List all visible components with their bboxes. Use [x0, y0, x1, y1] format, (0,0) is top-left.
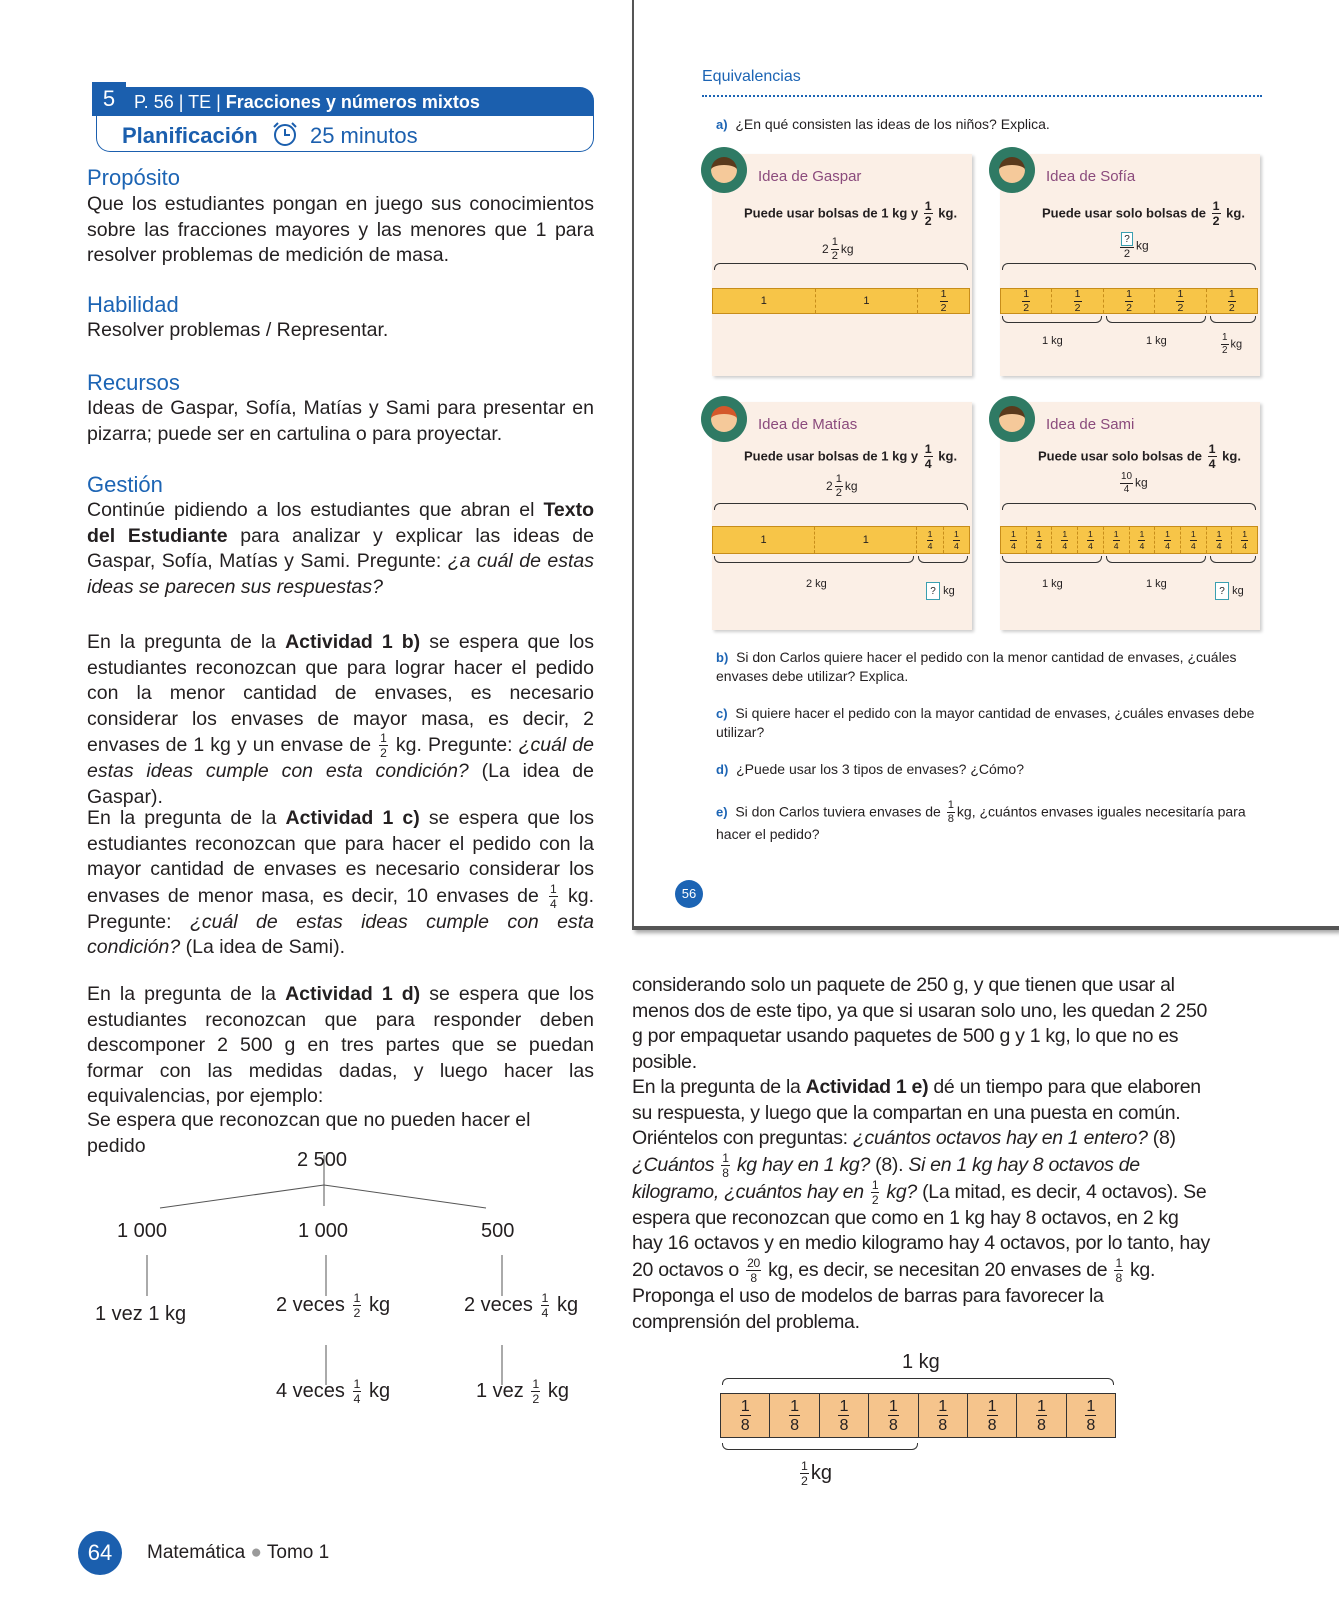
- question-text: Si quiere hacer el pedido con la mayor cantidad de envases, ¿cuáles envases debe utilizar?: [716, 705, 1255, 740]
- bar-segment-eighth: $\frac{1}{8}$: [1086, 1396, 1096, 1434]
- section-divider: [702, 95, 1262, 97]
- bar-sami: [1000, 526, 1258, 554]
- text-run-italic: kg hay en 1 kg?: [736, 1153, 871, 1176]
- question-letter: d): [716, 762, 729, 777]
- tree-node-3: 500: [481, 1220, 515, 1242]
- fraction-one-half: $\frac{1}{2}$: [380, 731, 387, 761]
- brace-label-unknown: ? kg: [1215, 582, 1244, 600]
- bar-segment: 1: [815, 527, 917, 553]
- brace: [1002, 556, 1102, 563]
- text-run: dé un tiempo para que elaboren su respuesta, y luego que la compartan en una puesta en común. Oriéntelos con preguntas:: [632, 1076, 1201, 1149]
- bar-sofia: [1000, 288, 1258, 314]
- brace: [1210, 316, 1256, 323]
- text-run: kg.: [938, 448, 958, 464]
- bar-model-top-label: 1 kg: [902, 1351, 940, 1373]
- gestion-title: Gestión: [87, 472, 163, 497]
- volume: Tomo 1: [266, 1542, 330, 1563]
- text-run-bold: Actividad 1 b): [285, 631, 421, 653]
- brace-label-unknown: ? kg: [926, 582, 955, 600]
- fraction-one-eighth: $\frac{1}{8}$: [1115, 1255, 1122, 1285]
- text-run: 4 veces: [276, 1380, 345, 1403]
- card-text: [1038, 443, 1241, 471]
- text-run: kg. Proponga el uso de modelos de barras para favorecer la comprensión del problema.: [632, 1258, 1156, 1333]
- bar-model-bottom-label: [798, 1460, 832, 1488]
- avatar-sami: [989, 396, 1035, 442]
- bar-segment-quarter: $\frac{1}{4}$: [1207, 527, 1233, 553]
- text-run-italic: ¿cuál de estas ideas cumple con esta condición?: [87, 733, 594, 783]
- planning-label: Planificación: [122, 123, 258, 148]
- text-run: kg: [368, 1380, 391, 1403]
- top-brace: [1002, 263, 1256, 270]
- bar-model-bottom-brace: [722, 1443, 918, 1450]
- card-text: [744, 443, 957, 471]
- text-run: (8).: [870, 1153, 909, 1176]
- right-paragraph-2: [632, 1075, 1210, 1335]
- bar-segment: 1: [713, 289, 816, 313]
- bar-segment-quarter: $\frac{1}{4}$: [1078, 527, 1104, 553]
- bar-segment-quarter: $\frac{1}{4}$: [1155, 527, 1181, 553]
- question-text: Si don Carlos tuviera envases de: [735, 803, 941, 820]
- student-page-number: 56: [675, 880, 703, 908]
- brace: [1002, 316, 1102, 323]
- bar-segment-quarter: $\frac{1}{4}$: [1130, 527, 1156, 553]
- question-text: ¿En qué consisten las ideas de los niños? Explica.: [735, 116, 1050, 132]
- question-c: [716, 704, 1260, 741]
- text-run: Puede usar solo bolsas de: [1038, 448, 1202, 464]
- fraction-one-half: $\frac{1}{2}$: [1212, 199, 1220, 229]
- bar-matias: [712, 526, 970, 554]
- brace-label: 2 kg: [806, 578, 827, 590]
- bar-segment: 1: [816, 289, 919, 313]
- text-run: (8): [1147, 1127, 1176, 1149]
- total-mass: 2 $\frac{1}{2}$ kg: [826, 473, 858, 500]
- text-run: para analizar y explicar las ideas de Gaspar, Sofía, Matías y Sami. Pregunte:: [87, 524, 594, 572]
- bullet-icon: ●: [250, 1542, 262, 1563]
- bar-segment: 1: [713, 527, 815, 553]
- bar-segment: $\frac{1}{2}$: [1052, 289, 1103, 313]
- text-run: kg: [810, 1462, 833, 1485]
- text-run: Continúe pidiendo a los estudiantes que abran el: [87, 499, 544, 521]
- card-title: Idea de Matías: [758, 416, 858, 433]
- bar-segment: $\frac{1}{2}$: [1001, 289, 1052, 313]
- right-paragraph-1: considerando solo un paquete de 250 g, y que tienen que usar al menos dos de este tipo, ya que si usaran solo uno, les quedan 2 250 g por empaquetar usando paquetes de 500 g y 1 kg, lo que no es posible.: [632, 974, 1208, 1073]
- tree-diagram-lines: [0, 0, 632, 1420]
- bar-segment: $\frac{1}{2}$: [1104, 289, 1155, 313]
- answer-box[interactable]: ?: [1215, 582, 1229, 600]
- top-brace: [714, 263, 968, 270]
- text-run: kg.: [1226, 205, 1245, 221]
- card-text: [1042, 200, 1245, 228]
- text-run: En la pregunta de la: [87, 807, 286, 829]
- tree-leaf-4: [276, 1378, 390, 1406]
- question-text: Si don Carlos quiere hacer el pedido con la menor cantidad de envases, ¿cuáles envases debe utilizar? Explica.: [716, 649, 1237, 684]
- brace-label: 1 kg: [1042, 335, 1063, 347]
- brace-label: 1 kg: [1146, 335, 1167, 347]
- habilidad-text: Resolver problemas / Representar.: [87, 319, 389, 341]
- question-a: [716, 116, 1050, 132]
- bar-segment-eighth: $\frac{1}{8}$: [1017, 1394, 1066, 1437]
- proposito-title: Propósito: [87, 165, 180, 190]
- recursos-text: Ideas de Gaspar, Sofía, Matías y Sami para presentar en pizarra; puede ser en cartulina o para proyectar.: [87, 397, 594, 445]
- text-run-italic: ¿a cuál de estas ideas se parecen sus respuestas?: [87, 550, 594, 598]
- fraction-one-quarter: $\frac{1}{4}$: [353, 1377, 361, 1407]
- card-title: Idea de Sami: [1046, 416, 1135, 433]
- brace: [1106, 316, 1206, 323]
- text-run: (La mitad, es decir, 4 octavos). Se espera que reconozcan que como en 1 kg hay 8 octavos, en 2 kg hay 16 octavos y en medio kilogramo hay 4 octavos, por lo tanto, hay 20 octavos o: [632, 1180, 1210, 1281]
- text-run: se espera que los estudiantes reconozcan que para responder deben descomponer 2 500 g en tres partes que se puedan formar con las medidas dadas, y luego hacer las equivalencias, por ejemplo:: [87, 983, 594, 1107]
- te-label: TE: [188, 92, 212, 112]
- fraction-one-half: $\frac{1}{2}$: [353, 1291, 361, 1321]
- bar-segment-quarter: $\frac{1}{4}$: [1001, 527, 1027, 553]
- question-d: [716, 761, 1260, 777]
- brace: [918, 556, 968, 563]
- question-letter: b): [716, 650, 729, 665]
- fraction-twenty-eighths: $\frac{20}{8}$: [747, 1255, 760, 1285]
- card-text: [744, 200, 957, 228]
- footer-text: [147, 1542, 329, 1564]
- recursos-title: Recursos: [87, 370, 180, 395]
- gestion-paragraph-5: Se espera que reconozcan que no pueden hacer el pedido: [87, 1109, 531, 1157]
- tree-root: 2 500: [297, 1149, 348, 1171]
- text-run: En la pregunta de la: [87, 631, 286, 653]
- question-letter: e): [716, 804, 728, 820]
- text-run: kg, es decir, se necesitan 20 envases de: [768, 1258, 1108, 1281]
- bar-segment-quarter: $\frac{1}{4}$: [917, 527, 943, 553]
- answer-box[interactable]: ?: [926, 582, 940, 600]
- text-run-italic: ¿cuántos octavos hay en 1 entero?: [852, 1127, 1148, 1149]
- text-run-bold: Actividad 1 e): [805, 1076, 929, 1098]
- bar-segment-eighth: $\frac{1}{8}$: [869, 1394, 918, 1437]
- top-brace: [1002, 503, 1256, 510]
- proposito-text: Que los estudiantes pongan en juego sus conocimientos sobre las fracciones mayores y las menores que 1 para resolver problemas de medición de masa.: [87, 193, 594, 266]
- bar-gaspar: [712, 288, 970, 314]
- text-run: kg: [556, 1294, 579, 1317]
- brace: [714, 556, 914, 563]
- habilidad-title: Habilidad: [87, 292, 179, 317]
- question-letter: a): [716, 117, 728, 132]
- section-equivalencias: Equivalencias: [702, 68, 801, 85]
- fraction-one-quarter: $\frac{1}{4}$: [550, 881, 557, 911]
- bar-segment: $\frac{1}{2}$: [1155, 289, 1206, 313]
- bar-segment-eighth: $\frac{1}{8}$: [820, 1394, 869, 1437]
- bar-segment-quarter: $\frac{1}{4}$: [953, 528, 959, 551]
- avatar-matias: [701, 396, 747, 442]
- fraction-one-quarter: $\frac{1}{4}$: [1208, 442, 1216, 472]
- text-run: Puede usar bolsas de 1 kg y: [744, 448, 919, 464]
- tree-leaf-2: [276, 1292, 390, 1320]
- text-run-bold: Actividad 1 c): [285, 807, 420, 829]
- question-text: ¿Puede usar los 3 tipos de envases? ¿Cómo?: [736, 761, 1024, 777]
- total-mass-unknown: $\frac{?}{2}$ kg: [1118, 232, 1149, 260]
- brace-label: 1 kg: [1042, 578, 1063, 590]
- fraction-one-quarter: $\frac{1}{4}$: [541, 1291, 549, 1321]
- fraction-one-half: $\frac{1}{2}$: [924, 199, 932, 229]
- text-run: kg. Pregunte:: [389, 733, 519, 756]
- fraction-one-half: $\frac{1}{2}$: [801, 1459, 808, 1489]
- text-run: kg: [368, 1294, 391, 1317]
- tree-leaf-5: [476, 1378, 569, 1406]
- bar-segment-quarter: $\frac{1}{4}$: [1104, 527, 1130, 553]
- brace: [1106, 556, 1206, 563]
- bar-model-top-brace: [722, 1378, 1114, 1385]
- text-run: 2 veces: [464, 1294, 533, 1317]
- total-mass: 2 $\frac{1}{2}$ kg: [822, 236, 854, 263]
- bar-segment-eighth: $\frac{1}{8}$: [968, 1394, 1017, 1437]
- avatar-sofia: [989, 147, 1035, 193]
- bar-segment-eighth: $\frac{1}{8}$: [721, 1394, 770, 1437]
- text-run-bold: Actividad 1 d): [285, 983, 421, 1005]
- question-b: [716, 648, 1260, 685]
- lesson-number: 5: [92, 82, 126, 116]
- total-mass: $\frac{10}{4}$ kg: [1121, 471, 1148, 495]
- page-ref: P. 56: [134, 92, 174, 112]
- text-run: Puede usar solo bolsas de: [1042, 205, 1206, 221]
- bar-segment-quarter: $\frac{1}{4}$: [1242, 528, 1248, 551]
- text-run-italic: kg?: [886, 1180, 917, 1203]
- brace: [1210, 556, 1256, 563]
- bar-segment-eighth: $\frac{1}{8}$: [770, 1394, 819, 1437]
- bar-model-eighths: [720, 1393, 1116, 1438]
- text-run: (La idea de Sami).: [180, 936, 345, 959]
- bar-segment-quarter: $\frac{1}{4}$: [1181, 527, 1207, 553]
- page-number: 64: [78, 1531, 122, 1575]
- text-run: kg. Pregunte:: [87, 884, 594, 933]
- avatar-gaspar: [701, 147, 747, 193]
- brace-label: 1 kg: [1146, 578, 1167, 590]
- question-e: [716, 800, 1260, 843]
- text-run-italic: Si en 1 kg hay 8 octavos de kilogramo, ¿cuántos hay en: [632, 1153, 1140, 1203]
- question-text: kg, ¿cuántos envases iguales necesitaría para hacer el pedido?: [716, 803, 1246, 843]
- fraction-one-quarter: $\frac{1}{4}$: [924, 442, 932, 472]
- book-title: Matemática: [147, 1542, 246, 1563]
- text-run: (La idea de Gaspar).: [87, 760, 594, 808]
- lesson-title: Fracciones y números mixtos: [225, 92, 480, 112]
- card-title: Idea de Gaspar: [758, 168, 862, 185]
- text-run-italic: ¿Cuántos: [632, 1153, 715, 1176]
- text-run: Puede usar bolsas de 1 kg y: [744, 205, 919, 221]
- duration: 25 minutos: [309, 123, 418, 148]
- text-run: kg: [547, 1380, 569, 1403]
- bar-segment: $\frac{1}{2}$: [1228, 287, 1235, 314]
- text-run: kg.: [1222, 448, 1241, 464]
- lesson-header-text: P. 56 | TE | Fracciones y números mixtos: [134, 92, 480, 112]
- fraction-one-half: $\frac{1}{2}$: [532, 1377, 540, 1407]
- text-run: En la pregunta de la: [632, 1076, 806, 1098]
- question-letter: c): [716, 706, 728, 721]
- fraction-one-eighth: $\frac{1}{8}$: [722, 1150, 729, 1180]
- tree-leaf-1: 1 vez 1 kg: [95, 1303, 187, 1325]
- top-brace: [714, 503, 968, 510]
- text-run-italic: ¿cuál de estas ideas cumple con esta condición?: [87, 910, 595, 959]
- fraction-one-eighth: $\frac{1}{8}$: [947, 799, 954, 826]
- text-run: 1 vez: [476, 1380, 524, 1403]
- bar-segment-quarter: $\frac{1}{4}$: [1027, 527, 1053, 553]
- text-run-bold: Texto del Estudiante: [87, 499, 594, 547]
- tree-node-1: 1 000: [117, 1220, 168, 1242]
- bar-segment-quarter: $\frac{1}{4}$: [1052, 527, 1078, 553]
- text-run: se espera que los estudiantes reconozcan que para hacer el pedido con la mayor cantidad de envases es necesario considerar los envases de menor masa, es decir, 10 envases de: [87, 807, 594, 907]
- text-run: se espera que los estudiantes reconozcan que para lograr hacer el pedido con la menor cantidad de envases, es necesario considerar los envases de mayor masa, es decir, 2 envases de 1 kg y un envase de: [87, 631, 594, 756]
- text-run: kg.: [938, 205, 958, 221]
- tree-leaf-3: [464, 1292, 578, 1320]
- bar-segment-eighth: $\frac{1}{8}$: [919, 1394, 968, 1437]
- bar-segment-half: $\frac{1}{2}$: [940, 287, 947, 314]
- brace-label: $\frac{1}{2}$ kg: [1222, 332, 1243, 356]
- fraction-one-half: $\frac{1}{2}$: [871, 1177, 879, 1207]
- tree-node-2: 1 000: [298, 1220, 349, 1242]
- card-title: Idea de Sofía: [1046, 168, 1136, 185]
- text-run: 2 veces: [276, 1294, 345, 1317]
- text-run: En la pregunta de la: [87, 983, 286, 1005]
